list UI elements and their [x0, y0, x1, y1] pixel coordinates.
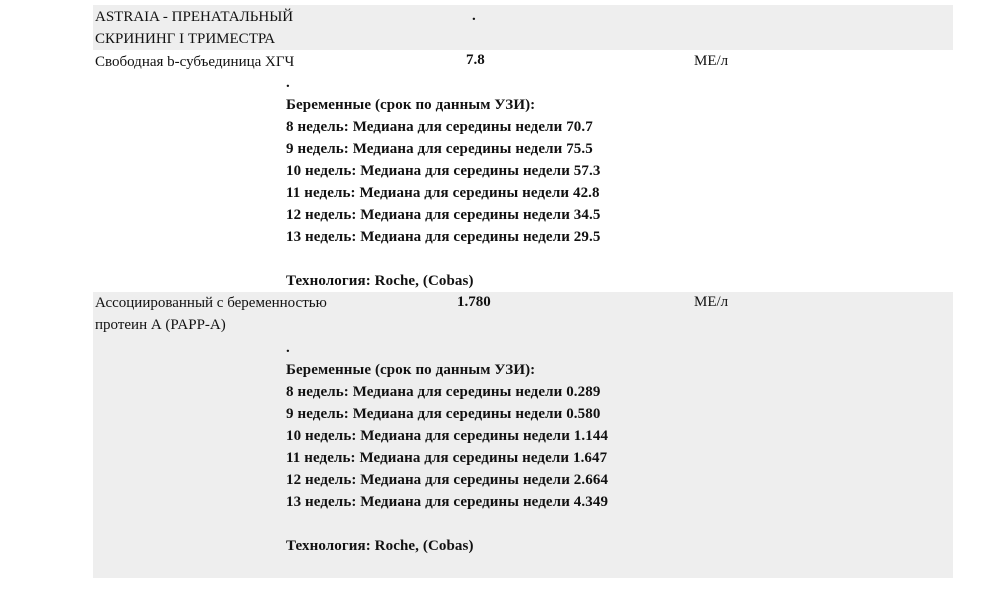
median-line: 10 недель: Медиана для середины недели 57.3: [286, 163, 601, 179]
section-title: [95, 6, 293, 50]
median-line: 8 недель: Медиана для середины недели 0.289: [286, 384, 601, 400]
note-header: Беременные (срок по данным УЗИ):: [286, 97, 536, 113]
median-line: 9 недель: Медиана для середины недели 75.5: [286, 141, 593, 157]
note-dot: .: [286, 75, 290, 91]
median-line: 11 недель: Медиана для середины недели 1.647: [286, 450, 608, 466]
median-line: 12 недель: Медиана для середины недели 34.5: [286, 207, 601, 223]
median-line: 9 недель: Медиана для середины недели 0.580: [286, 406, 601, 422]
median-line: 13 недель: Медиана для середины недели 4.349: [286, 494, 609, 510]
test-value: 1.780: [457, 294, 491, 310]
test-unit: МЕ/л: [694, 53, 729, 69]
test-value: 7.8: [466, 52, 485, 68]
reference-note: [286, 72, 600, 292]
test-name: Свободная b-субъединица ХГЧ: [95, 54, 295, 70]
test-name-line2: протеин А (PAPP-A): [95, 317, 226, 333]
reference-note: [286, 337, 608, 557]
note-dot: .: [286, 340, 290, 356]
test-unit: МЕ/л: [694, 294, 729, 310]
technology-line: Технология: Roche, (Cobas): [286, 273, 474, 289]
section-value: .: [472, 8, 476, 24]
test-name: [95, 292, 327, 336]
test-name-line1: Ассоциированный с беременностью: [95, 295, 327, 311]
section-title-line2: СКРИНИНГ I ТРИМЕСТРА: [95, 31, 276, 47]
median-line: 10 недель: Медиана для середины недели 1.144: [286, 428, 609, 444]
section-title-line1: ASTRAIA - ПРЕНАТАЛЬНЫЙ: [95, 9, 294, 25]
median-line: 12 недель: Медиана для середины недели 2.664: [286, 472, 609, 488]
note-header: Беременные (срок по данным УЗИ):: [286, 362, 536, 378]
median-line: 11 недель: Медиана для середины недели 42.8: [286, 185, 600, 201]
median-line: 13 недель: Медиана для середины недели 29.5: [286, 229, 601, 245]
technology-line: Технология: Roche, (Cobas): [286, 538, 474, 554]
median-line: 8 недель: Медиана для середины недели 70.7: [286, 119, 593, 135]
